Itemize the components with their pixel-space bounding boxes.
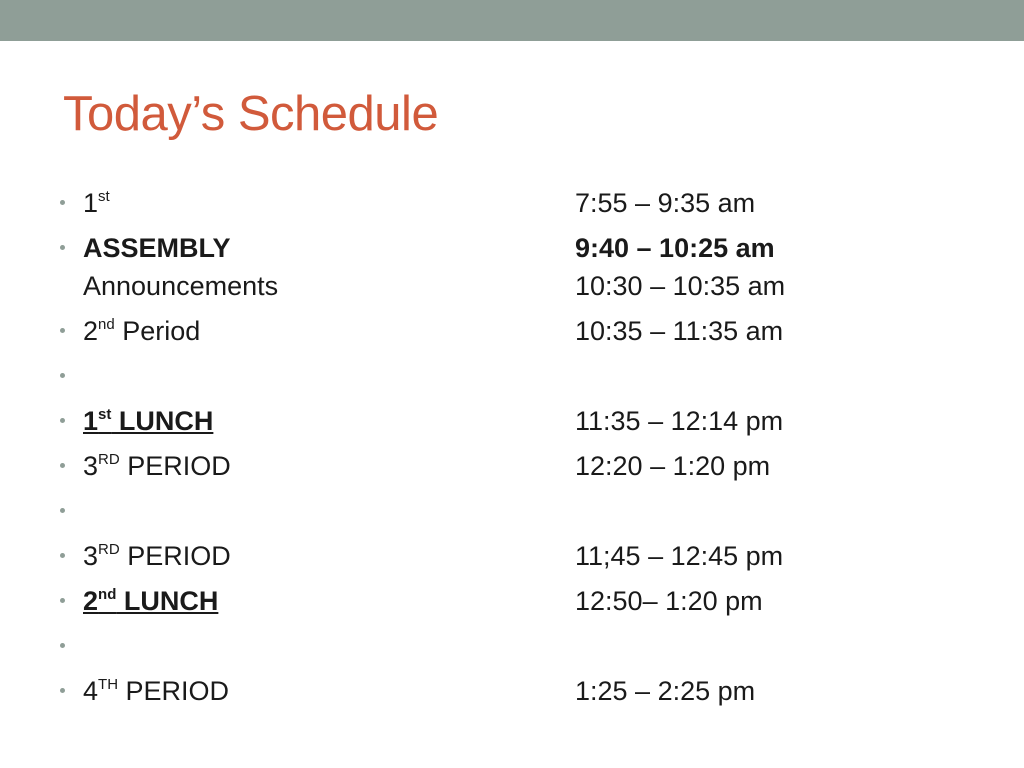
- bullet-dot: [60, 508, 65, 513]
- schedule-label: 1st: [83, 188, 110, 218]
- schedule-time: 7:55 – 9:35 am: [575, 188, 756, 218]
- slide-title: Today’s Schedule: [63, 87, 439, 141]
- schedule-label: 3RD PERIOD: [83, 451, 231, 481]
- schedule-time: 12:50– 1:20 pm: [575, 586, 763, 616]
- schedule-row: [0, 631, 1024, 671]
- bullet-dot: [60, 463, 65, 468]
- schedule-time: 10:35 – 11:35 am: [575, 316, 784, 346]
- bullet-dot: [60, 553, 65, 558]
- schedule-row: [0, 676, 1024, 716]
- schedule-time: 9:40 – 10:25 am: [575, 233, 775, 263]
- schedule-label: 3RD PERIOD: [83, 541, 231, 571]
- schedule-time: 11;45 – 12:45 pm: [575, 541, 784, 571]
- schedule-label: Announcements: [83, 271, 279, 301]
- schedule-time: 10:30 – 10:35 am: [575, 271, 786, 301]
- schedule-time: 11:35 – 12:14 pm: [575, 406, 784, 436]
- bullet-dot: [60, 200, 65, 205]
- schedule-row: [0, 316, 1024, 356]
- schedule-time: 1:25 – 2:25 pm: [575, 676, 756, 706]
- schedule-row: [0, 233, 1024, 273]
- bullet-dot: [60, 598, 65, 603]
- bullet-dot: [60, 373, 65, 378]
- bullet-dot: [60, 688, 65, 693]
- schedule-row: [0, 271, 1024, 311]
- schedule-row: [0, 496, 1024, 536]
- bullet-dot: [60, 328, 65, 333]
- schedule-row: [0, 188, 1024, 228]
- bullet-dot: [60, 643, 65, 648]
- bullet-dot: [60, 245, 65, 250]
- schedule-label: 1st LUNCH: [83, 406, 214, 436]
- schedule-label: 2nd Period: [83, 316, 201, 346]
- bullet-dot: [60, 418, 65, 423]
- schedule-row: [0, 586, 1024, 626]
- schedule-label: 4TH PERIOD: [83, 676, 230, 706]
- schedule-time: 12:20 – 1:20 pm: [575, 451, 771, 481]
- schedule-row: [0, 451, 1024, 491]
- schedule-row: [0, 361, 1024, 401]
- schedule-label: 2nd LUNCH: [83, 586, 219, 616]
- top-accent-bar: [0, 0, 1024, 41]
- schedule-row: [0, 406, 1024, 446]
- schedule-row: [0, 541, 1024, 581]
- schedule-label: ASSEMBLY: [83, 233, 231, 263]
